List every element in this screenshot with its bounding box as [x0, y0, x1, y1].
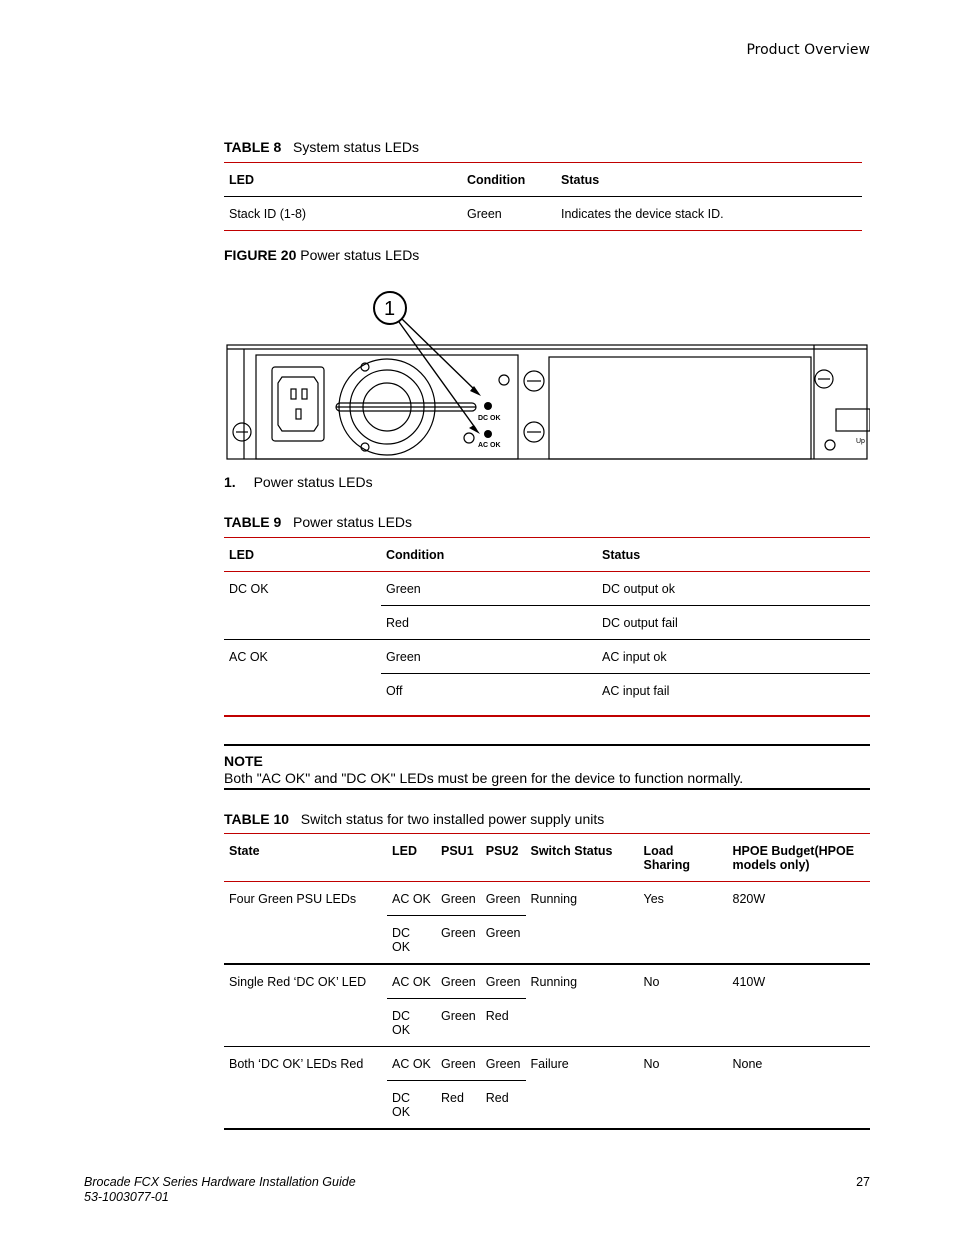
table10-switch-status: Running: [530, 892, 578, 906]
page-number: 27: [856, 1175, 870, 1189]
table10-cell: DC OK: [392, 1009, 411, 1037]
table10-label: TABLE 10: [224, 811, 290, 827]
note-box: [224, 744, 870, 790]
table9-cell: Green: [381, 572, 597, 606]
table10-header-budget: HPOE Budget(HPOE models only): [732, 844, 855, 872]
table9-cell: AC OK: [229, 650, 268, 664]
table9-cell: [224, 674, 381, 717]
table10-cell: Green: [481, 964, 526, 999]
table8-cell: Indicates the device stack ID.: [561, 207, 724, 221]
table10-budget: 820W: [732, 892, 766, 906]
table8-label: TABLE 8: [224, 139, 282, 155]
table9-cell: Red: [386, 616, 409, 630]
table10-cell: Red: [485, 1091, 509, 1105]
table9-cell: Off: [386, 684, 403, 698]
table10-load-sharing: Yes: [643, 892, 664, 906]
table8-cell: Green: [467, 207, 502, 221]
table8-header-status: Status: [556, 163, 862, 197]
table10-cell: DC OK: [392, 926, 411, 954]
table9-cell: DC OK: [229, 582, 269, 596]
table10-budget: 410W: [732, 975, 766, 989]
table9-header-led: LED: [229, 548, 254, 562]
table10-load-sharing: No: [643, 1057, 660, 1071]
table10-cell: Green: [481, 1047, 526, 1081]
table10: [224, 833, 870, 1130]
table10-load-sharing: No: [643, 975, 660, 989]
note-label: NOTE: [224, 753, 263, 769]
table10-header-state: State: [229, 844, 260, 858]
table10-title: Switch status for two installed power supply units: [300, 811, 605, 827]
table10-state: Single Red ‘DC OK’ LED: [229, 975, 367, 989]
table10-state: Four Green PSU LEDs: [229, 892, 357, 906]
table10-cell: AC OK: [387, 964, 436, 999]
legend-text: Power status LEDs: [253, 474, 373, 490]
table10-cell: Green: [436, 1047, 481, 1081]
dc-ok-label: DC OK: [478, 415, 501, 422]
table9: [224, 537, 870, 717]
table10-cell: Green: [481, 882, 526, 916]
table9-cell: Green: [381, 640, 597, 674]
table10-state: Both ‘DC OK’ LEDs Red: [229, 1057, 364, 1071]
figure20-legend: [224, 474, 373, 490]
table10-header-led: LED: [392, 844, 417, 858]
table10-cell: DC OK: [392, 1091, 411, 1119]
table9-cell: AC input ok: [597, 640, 870, 674]
note-text: Both "AC OK" and "DC OK" LEDs must be green for the device to function normally.: [224, 770, 744, 786]
table10-cell: Green: [485, 926, 521, 940]
table8-header-led: LED: [224, 163, 462, 197]
table10-cell: AC OK: [387, 882, 436, 916]
table10-cell: Green: [441, 1009, 476, 1023]
table10-caption: [224, 811, 604, 827]
table10-budget: None: [732, 1057, 763, 1071]
table9-header-condition: Condition: [386, 548, 445, 562]
table9-label: TABLE 9: [224, 514, 282, 530]
table8: [224, 162, 862, 231]
table9-caption: [224, 514, 412, 530]
table9-cell: DC output ok: [597, 572, 870, 606]
table9-cell: [224, 606, 381, 640]
power-supply-illustration: [224, 285, 870, 465]
footer-doc-number: 53-1003077-01: [84, 1190, 169, 1204]
figure20-caption: [224, 247, 419, 263]
table10-header-load-sharing: Load Sharing: [643, 844, 691, 872]
footer-doc-title: Brocade FCX Series Hardware Installation Guide: [84, 1175, 356, 1189]
figure20-callout-number: 1: [384, 298, 396, 320]
figure20-title: Power status LEDs: [300, 247, 420, 263]
table9-cell: AC input fail: [602, 684, 670, 698]
table8-caption: [224, 139, 419, 155]
table9-title: Power status LEDs: [292, 514, 413, 530]
port-label: Up: [856, 438, 865, 445]
table10-header-psu2: PSU2: [485, 844, 519, 858]
table10-header-psu1: PSU1: [441, 844, 474, 858]
figure20-label: FIGURE 20: [224, 247, 297, 263]
ac-ok-label: AC OK: [478, 442, 501, 449]
section-header: Product Overview: [746, 42, 870, 58]
table10-cell: Green: [441, 926, 476, 940]
table10-cell: AC OK: [387, 1047, 436, 1081]
table10-cell: Green: [436, 964, 481, 999]
table10-header-switch-status: Switch Status: [530, 844, 613, 858]
table10-cell: Red: [485, 1009, 509, 1023]
table8-cell: Stack ID (1-8): [229, 207, 307, 221]
table10-cell: Green: [436, 882, 481, 916]
table10-cell: Red: [441, 1091, 464, 1105]
legend-number: 1.: [224, 474, 236, 490]
table9-cell: DC output fail: [602, 616, 678, 630]
table10-switch-status: Failure: [530, 1057, 569, 1071]
table10-switch-status: Running: [530, 975, 578, 989]
table8-header-condition: Condition: [462, 163, 556, 197]
table9-header-status: Status: [602, 548, 641, 562]
table8-title: System status LEDs: [292, 139, 420, 155]
